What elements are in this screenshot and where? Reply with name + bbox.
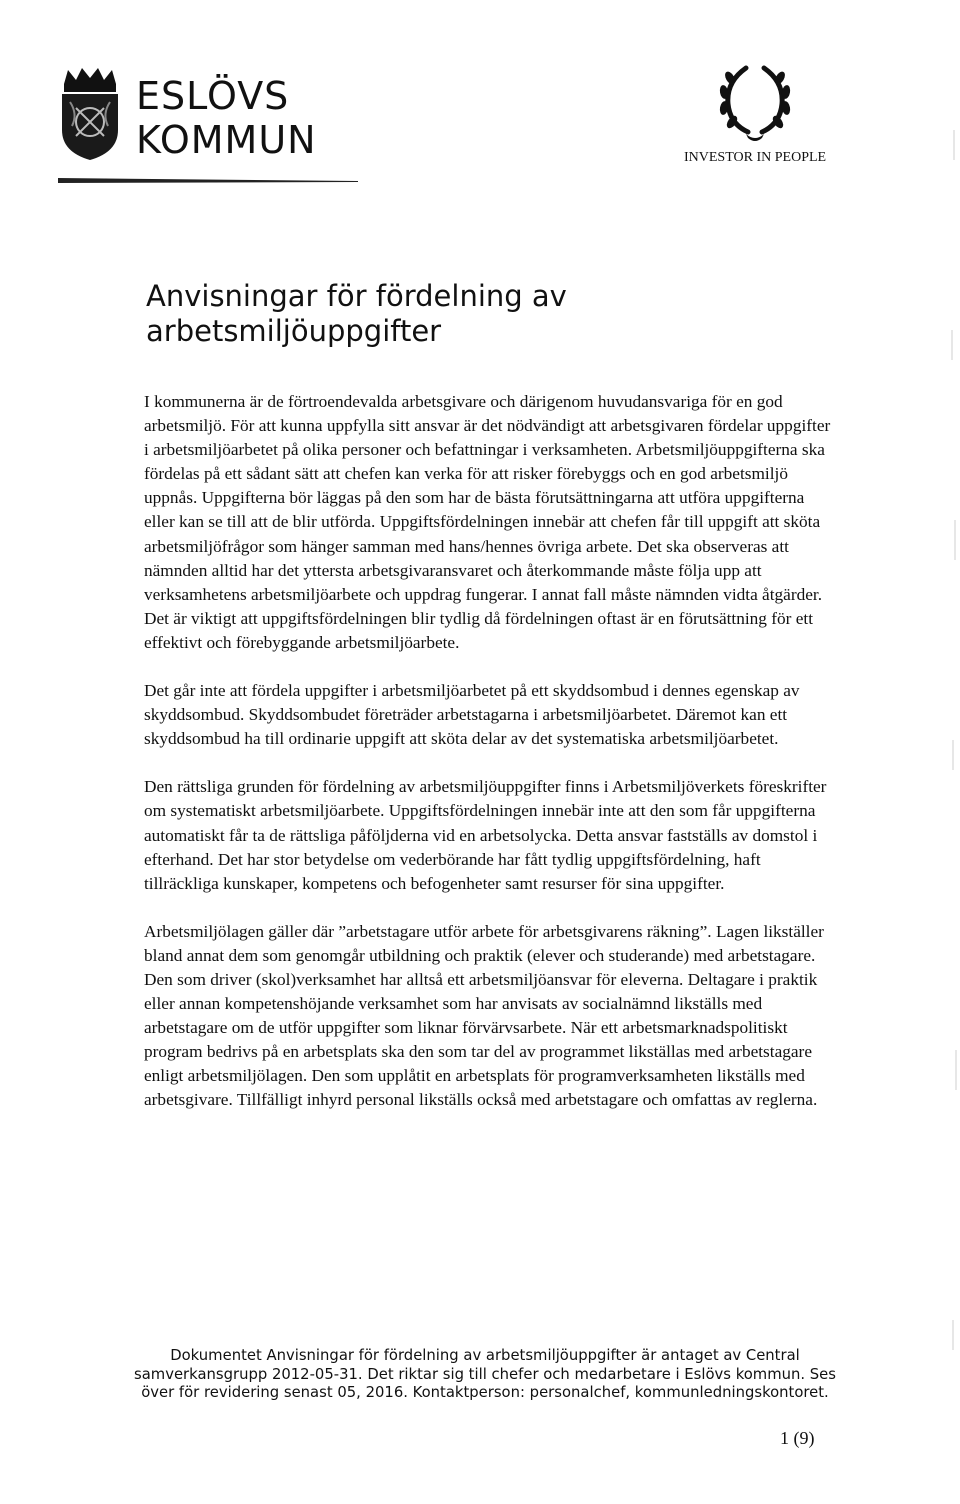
logo-wordmark <box>136 74 317 162</box>
body-paragraph: Det går inte att fördela uppgifter i arbetsmiljöarbetet på ett skyddsombud i dennes egenskap av skyddsombud. Skyddsombudet företräder arbetstagarna i arbetsmiljöarbetet. Däremot kan ett skyddsombud ha till ordinarie uppgift att sköta delar av det systematiska arbetsmiljöarbetet. <box>144 681 800 749</box>
document-body <box>144 390 834 1137</box>
scan-margin-marks <box>944 0 960 1504</box>
investor-in-people-badge <box>672 58 842 178</box>
logo-line-1: ESLÖVS <box>136 74 290 118</box>
header-divider <box>58 176 358 183</box>
document-footer-note: Dokumentet Anvisningar för fördelning av arbetsmiljöuppgifter är antaget av Central samverkansgrupp 2012-05-31. Det riktar sig till chefer och medarbetare i Eslövs kommun. Ses över för revidering senast 05, 2016. Kontaktperson: personalchef, kommunledningskontoret. <box>134 1347 836 1402</box>
laurel-wreath-icon <box>716 58 794 146</box>
municipality-logo <box>58 62 358 182</box>
page-number: 1 (9) <box>780 1428 815 1448</box>
logo-line-2: KOMMUN <box>136 118 317 162</box>
body-paragraph: I kommunerna är de förtroendevalda arbetsgivare och därigenom huvudansvariga för en god arbetsmiljö. För att kunna uppfylla sitt ansvar är det nödvändigt att arbetsgivaren fördelar uppgifter i arbetsmiljöarbetet på olika personer och befattningar i verksamheten. Arbetsmiljöuppgifterna ska fördelas på ett sådant sätt att chefen kan verka för att risker förebyggs och en god arbetsmiljö uppnås. Uppgifterna bör läggas på den som har de bästa förutsättningarna att utföra uppgifterna eller kan se till att de blir utförda. Uppgiftsfördelningen innebär att chefen får till uppgift att sköta arbetsmiljöfrågor som hänger samman med hans/hennes övriga arbete. Det ska observeras att nämnden alltid har det yttersta arbetsgivaransvaret och återkommande måste följa upp att verksamhetens arbetsmiljöarbete och uppdrag fungerar. I annat fall måste nämnden vidta åtgärder. Det är viktigt att uppgiftsfördelningen blir tydlig då fördelningen oftast är en förutsättning för ett effektivt och förebyggande arbetsmiljöarbete. <box>144 392 831 652</box>
coat-of-arms-icon <box>58 66 122 162</box>
badge-caption: INVESTOR IN PEOPLE <box>684 150 827 165</box>
document-title <box>146 279 846 349</box>
body-paragraph: Den rättsliga grunden för fördelning av arbetsmiljöuppgifter finns i Arbetsmiljöverkets föreskrifter om systematiskt arbetsmiljöarbete. Uppgiftsfördelningen innebär inte att den som får uppgifterna automatiskt får ta de rättsliga påföljderna vid en arbetsolycka. Detta ansvar fastställs av domstol i efterhand. Det har stor betydelse om vederbörande har fått tydlig uppgiftsfördelning, haft tillräckliga kunskaper, kompetens och befogenheter samt resurser för sina uppgifter. <box>144 777 827 893</box>
title-line-2: arbetsmiljöuppgifter <box>146 314 442 348</box>
title-line-1: Anvisningar för fördelning av <box>146 279 567 313</box>
body-paragraph: Arbetsmiljölagen gäller där ”arbetstagare utför arbete för arbetsgivarens räkning”. Lagen likställer bland annat dem som genomgår utbildning och praktik (elever och studerande) med arbetstagare. Den som driver (skol)verksamhet har alltså ett arbetsmiljöansvar för eleverna. Deltagare i praktik eller annan kompetenshöjande verksamhet som har anvisats av socialnämnd likställs med arbetstagare om de utför uppgifter som liknar förvärvsarbete. När ett arbetsmarknadspolitiskt program bedrivs på en arbetsplats ska den som tar del av programmet likställas med arbetstagare enligt arbetsmiljölagen. Den som upplåtit en arbetsplats för programverksamheten likställs med arbetsgivare. Tillfälligt inhyrd personal likställs också med arbetstagare och omfattas av reglerna. <box>144 921 824 1110</box>
